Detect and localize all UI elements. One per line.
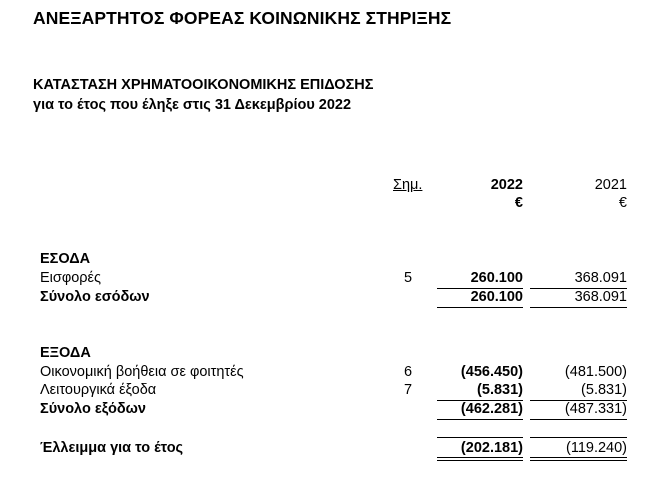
result-top-rule-2021 [530,437,627,438]
expense-row-2021: (5.831) [581,382,627,398]
prior-year-header: 2021 [594,177,627,193]
deficit-label: Έλλειμμα για το έτος [40,440,184,456]
expense-row-2022: (456.450) [460,364,523,380]
income-total-bottom-rule-2021 [530,307,627,308]
expense-row-2022: (5.831) [477,382,523,398]
expense-row-2021: (481.500) [564,364,627,380]
prior-year-currency: € [618,195,627,211]
income-row-label: Εισφορές [40,270,102,286]
expense-row-note: 6 [403,364,413,380]
result-double-rule-1-2021 [530,457,627,458]
expenses-total-bottom-rule-2021 [530,419,627,420]
result-top-rule-2022 [437,437,523,438]
result-double-rule-1-2022 [437,457,523,458]
expense-row-label: Οικονομική βοήθεια σε φοιτητές [40,364,244,380]
statement-period: για το έτος που έληξε στις 31 Δεκεμβρίου 2022 [33,97,352,113]
expenses-total-label: Σύνολο εξόδων [40,401,146,417]
income-total-2022: 260.100 [470,289,523,305]
income-total-2021: 368.091 [574,289,627,305]
income-heading: ΕΣΟΔΑ [40,251,91,267]
expense-row-label: Λειτουργικά έξοδα [40,382,157,398]
organization-title: ΑΝΕΞΑΡΤΗΤΟΣ ΦΟΡΕΑΣ ΚΟΙΝΩΝΙΚΗΣ ΣΤΗΡΙΞΗΣ [33,8,452,28]
expenses-total-2022: (462.281) [460,401,523,417]
income-row-2021: 368.091 [574,270,627,286]
expense-row-note: 7 [403,382,413,398]
current-year-header: 2022 [490,177,523,193]
statement-title: ΚΑΤΑΣΤΑΣΗ ΧΡΗΜΑΤΟΟΙΚΟΝΟΜΙΚΗΣ ΕΠΙΔΟΣΗΣ [33,77,374,93]
note-column-header: Σημ. [393,177,423,193]
income-row-note: 5 [403,270,413,286]
expenses-total-2021: (487.331) [564,401,627,417]
deficit-2022: (202.181) [460,440,523,456]
expenses-heading: ΕΞΟΔΑ [40,345,91,361]
income-total-bottom-rule-2022 [437,307,523,308]
result-double-rule-2-2021 [530,460,627,461]
result-double-rule-2-2022 [437,460,523,461]
current-year-currency: € [514,195,523,211]
expenses-total-bottom-rule-2022 [437,419,523,420]
income-row-2022: 260.100 [470,270,523,286]
deficit-2021: (119.240) [566,440,627,456]
income-total-label: Σύνολο εσόδων [40,289,150,305]
